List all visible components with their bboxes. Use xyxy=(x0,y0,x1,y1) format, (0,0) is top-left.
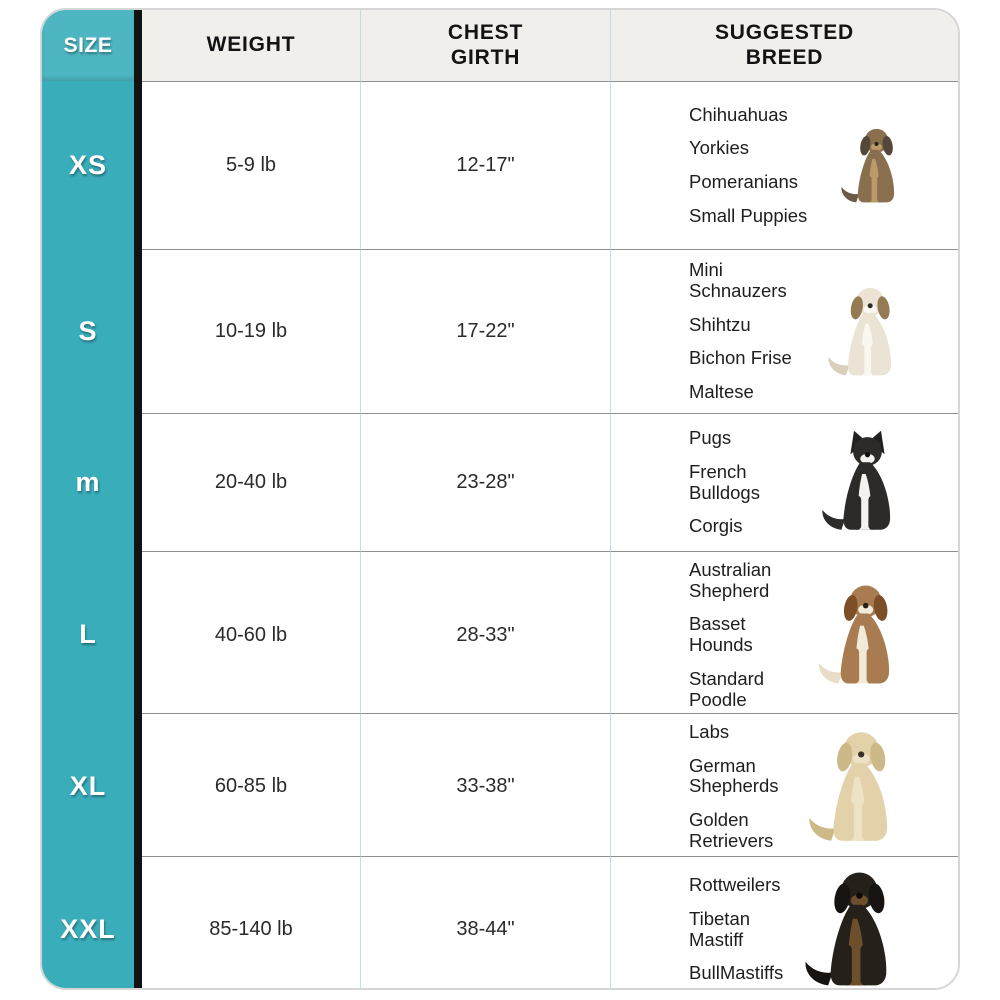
header-cell-weight xyxy=(142,10,361,81)
breed-item: Yorkies xyxy=(689,137,749,159)
chest-girth-value: 17-22" xyxy=(456,320,515,342)
header-suggested-breed-label: SUGGESTED BREED xyxy=(714,21,855,69)
breed-item: German Shepherds xyxy=(689,754,779,797)
breed-item: Pugs xyxy=(689,427,732,449)
breed-item: French Bulldogs xyxy=(689,460,760,503)
breed-item: Australian Shepherd xyxy=(689,559,772,601)
weight-value: 5-9 lb xyxy=(225,154,277,176)
chest-girth-cell xyxy=(361,249,611,413)
dog-size-chart-table xyxy=(40,8,960,990)
breed-list xyxy=(689,105,838,227)
black-divider-bar xyxy=(134,81,142,249)
weight-cell xyxy=(142,413,361,551)
size-label: m xyxy=(75,466,101,497)
chest-girth-cell xyxy=(361,81,611,249)
size-label: XS xyxy=(68,149,108,180)
size-label: S xyxy=(78,315,98,346)
chest-girth-cell xyxy=(361,413,611,551)
black-divider-bar xyxy=(134,551,142,718)
weight-value: 85-140 lb xyxy=(209,918,293,940)
weight-cell xyxy=(142,713,361,860)
breed-item: Corgis xyxy=(689,515,743,537)
weight-cell xyxy=(142,81,361,249)
table-row-xl xyxy=(42,713,958,856)
table-row-l xyxy=(42,551,958,713)
header-size-label: SIZE xyxy=(63,33,113,57)
breed-item: Small Puppies xyxy=(689,204,808,226)
breed-list xyxy=(689,428,818,537)
size-cell xyxy=(42,413,134,551)
breed-cell xyxy=(611,551,958,718)
header-cell-suggested-breed xyxy=(611,10,958,81)
weight-cell xyxy=(142,856,361,990)
breed-item: Chihuahuas xyxy=(689,103,788,125)
size-cell xyxy=(42,551,134,718)
size-label: XXL xyxy=(60,913,116,944)
labrador-retriever-icon xyxy=(804,725,908,849)
breed-item: Maltese xyxy=(689,381,754,403)
breed-list xyxy=(689,722,804,852)
breed-item: Labs xyxy=(689,721,730,742)
chest-girth-value: 38-44" xyxy=(456,918,515,940)
breed-cell xyxy=(611,81,958,249)
black-divider-bar xyxy=(134,856,142,990)
header-cell-size xyxy=(42,10,134,81)
chest-girth-cell xyxy=(361,856,611,990)
weight-value: 60-85 lb xyxy=(214,775,288,798)
breed-item: Standard Poodle xyxy=(689,667,765,710)
size-label: L xyxy=(79,619,97,650)
weight-cell xyxy=(142,551,361,718)
breed-item: Pomeranians xyxy=(689,171,799,192)
breed-cell xyxy=(611,856,958,990)
size-cell xyxy=(42,856,134,990)
weight-value: 20-40 lb xyxy=(214,471,288,493)
weight-cell xyxy=(142,249,361,413)
yorkshire-terrier-icon xyxy=(838,124,908,208)
chest-girth-value: 12-17" xyxy=(456,154,515,176)
header-cell-chest-girth xyxy=(361,10,611,81)
size-cell xyxy=(42,81,134,249)
french-bulldog-icon xyxy=(818,429,908,537)
chest-girth-cell xyxy=(361,713,611,860)
breed-item: BullMastiffs xyxy=(689,962,784,984)
header-chest-girth-label: CHEST GIRTH xyxy=(447,21,524,69)
chest-girth-value: 28-33" xyxy=(456,623,515,646)
breed-item: Basset Hounds xyxy=(689,613,753,656)
table-row-s xyxy=(42,249,958,413)
breed-list xyxy=(689,560,814,710)
black-divider-bar xyxy=(134,10,142,81)
table-row-xxl xyxy=(42,856,958,990)
black-divider-bar xyxy=(134,249,142,413)
header-row xyxy=(42,10,958,81)
size-label: XL xyxy=(69,770,107,801)
table-row-m xyxy=(42,413,958,551)
black-divider-bar xyxy=(134,413,142,551)
breed-item: Shihtzu xyxy=(689,313,751,335)
breed-item: Tibetan Mastiff xyxy=(689,907,751,950)
tibetan-mastiff-icon xyxy=(800,865,908,990)
black-divider-bar xyxy=(134,713,142,860)
weight-value: 40-60 lb xyxy=(214,623,288,646)
breed-item: Golden Retrievers xyxy=(689,809,774,851)
size-cell xyxy=(42,713,134,860)
shih-tzu-icon xyxy=(824,282,908,382)
basset-hound-icon xyxy=(814,579,908,691)
breed-item: Rottweilers xyxy=(689,874,781,896)
chest-girth-cell xyxy=(361,551,611,718)
breed-item: Bichon Frise xyxy=(689,347,792,369)
chest-girth-value: 33-38" xyxy=(456,775,515,798)
breed-list xyxy=(689,875,800,984)
size-cell xyxy=(42,249,134,413)
chest-girth-value: 23-28" xyxy=(456,471,515,493)
header-weight-label: WEIGHT xyxy=(206,33,296,57)
breed-cell xyxy=(611,249,958,413)
breed-cell xyxy=(611,713,958,860)
breed-list xyxy=(689,260,824,403)
breed-item: Mini Schnauzers xyxy=(689,259,787,301)
weight-value: 10-19 lb xyxy=(214,320,288,342)
breed-cell xyxy=(611,413,958,551)
table-row-xs xyxy=(42,81,958,249)
